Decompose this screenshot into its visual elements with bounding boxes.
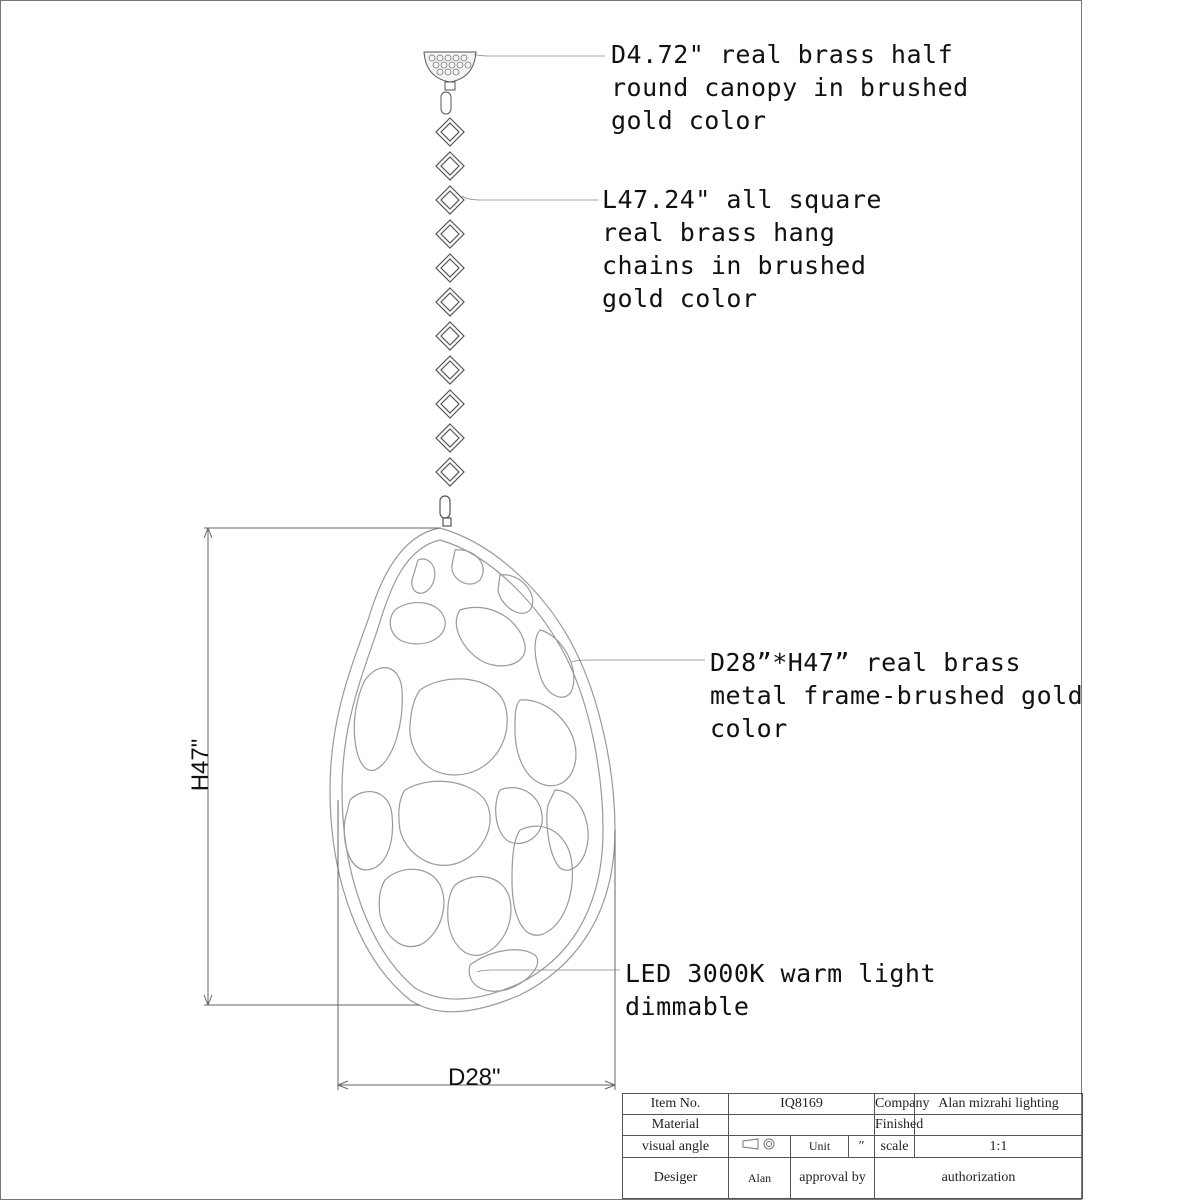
finished-value [915,1115,1083,1136]
pendant-frame-icon [330,528,615,1012]
height-dimension-icon [204,528,440,1005]
led-line-2: dimmable [625,992,750,1021]
chain-link-inner [441,395,459,413]
chain-line-3: chains in brushed [602,251,867,280]
canopy-icon [424,52,476,114]
unit-label: Unit [791,1136,849,1158]
material-label: Material [623,1115,729,1136]
material-value [729,1115,875,1136]
unit-value: ″ [849,1136,875,1158]
third-angle-projection-icon [740,1136,780,1152]
item-no-value: IQ8169 [729,1094,875,1115]
chain-link-inner [441,293,459,311]
designer-label: Desiger [623,1158,729,1199]
chain-link-inner [441,429,459,447]
finished-label: Finished [875,1115,915,1136]
canopy-line-2: round canopy in brushed [611,73,969,102]
led-line-1: LED 3000K warm light [625,959,937,988]
frame-line-2: metal frame-brushed gold [710,681,1084,710]
canopy-line-1: D4.72" real brass half [611,40,954,69]
frame-line-3: color [710,714,788,743]
scale-label: scale [875,1136,915,1158]
chain-icon [436,118,464,486]
frame-annotation [710,646,1083,745]
chain-line-1: L47.24" all square [602,185,882,214]
designer-value: Alan [729,1158,791,1199]
chain-link-inner [441,259,459,277]
chain-bottom-link-icon [440,496,451,526]
chain-link-inner [441,191,459,209]
canopy-line-3: gold color [611,106,767,135]
title-block [622,1093,1083,1199]
approval-label: approval by [791,1158,875,1199]
chain-link-inner [441,225,459,243]
frame-line-1: D28”*H47” real brass [710,648,1022,677]
chain-annotation [602,183,882,315]
projection-symbol-icon [729,1136,791,1158]
company-value: Alan mizrahi lighting [915,1094,1083,1115]
company-label: Company [875,1094,915,1115]
height-label: H47" [187,738,214,792]
led-annotation [625,957,936,1023]
diameter-label: D28" [448,1064,501,1091]
chain-link-inner [441,327,459,345]
chain-link-inner [441,157,459,175]
chain-link-inner [441,361,459,379]
scale-value: 1:1 [915,1136,1083,1158]
chain-line-4: gold color [602,284,758,313]
canopy-annotation [611,38,969,137]
chain-link-inner [441,123,459,141]
chain-link-inner [441,463,459,481]
chain-line-2: real brass hang [602,218,836,247]
item-no-label: Item No. [623,1094,729,1115]
authorization-label: authorization [875,1158,1083,1199]
visual-angle-label: visual angle [623,1136,729,1158]
